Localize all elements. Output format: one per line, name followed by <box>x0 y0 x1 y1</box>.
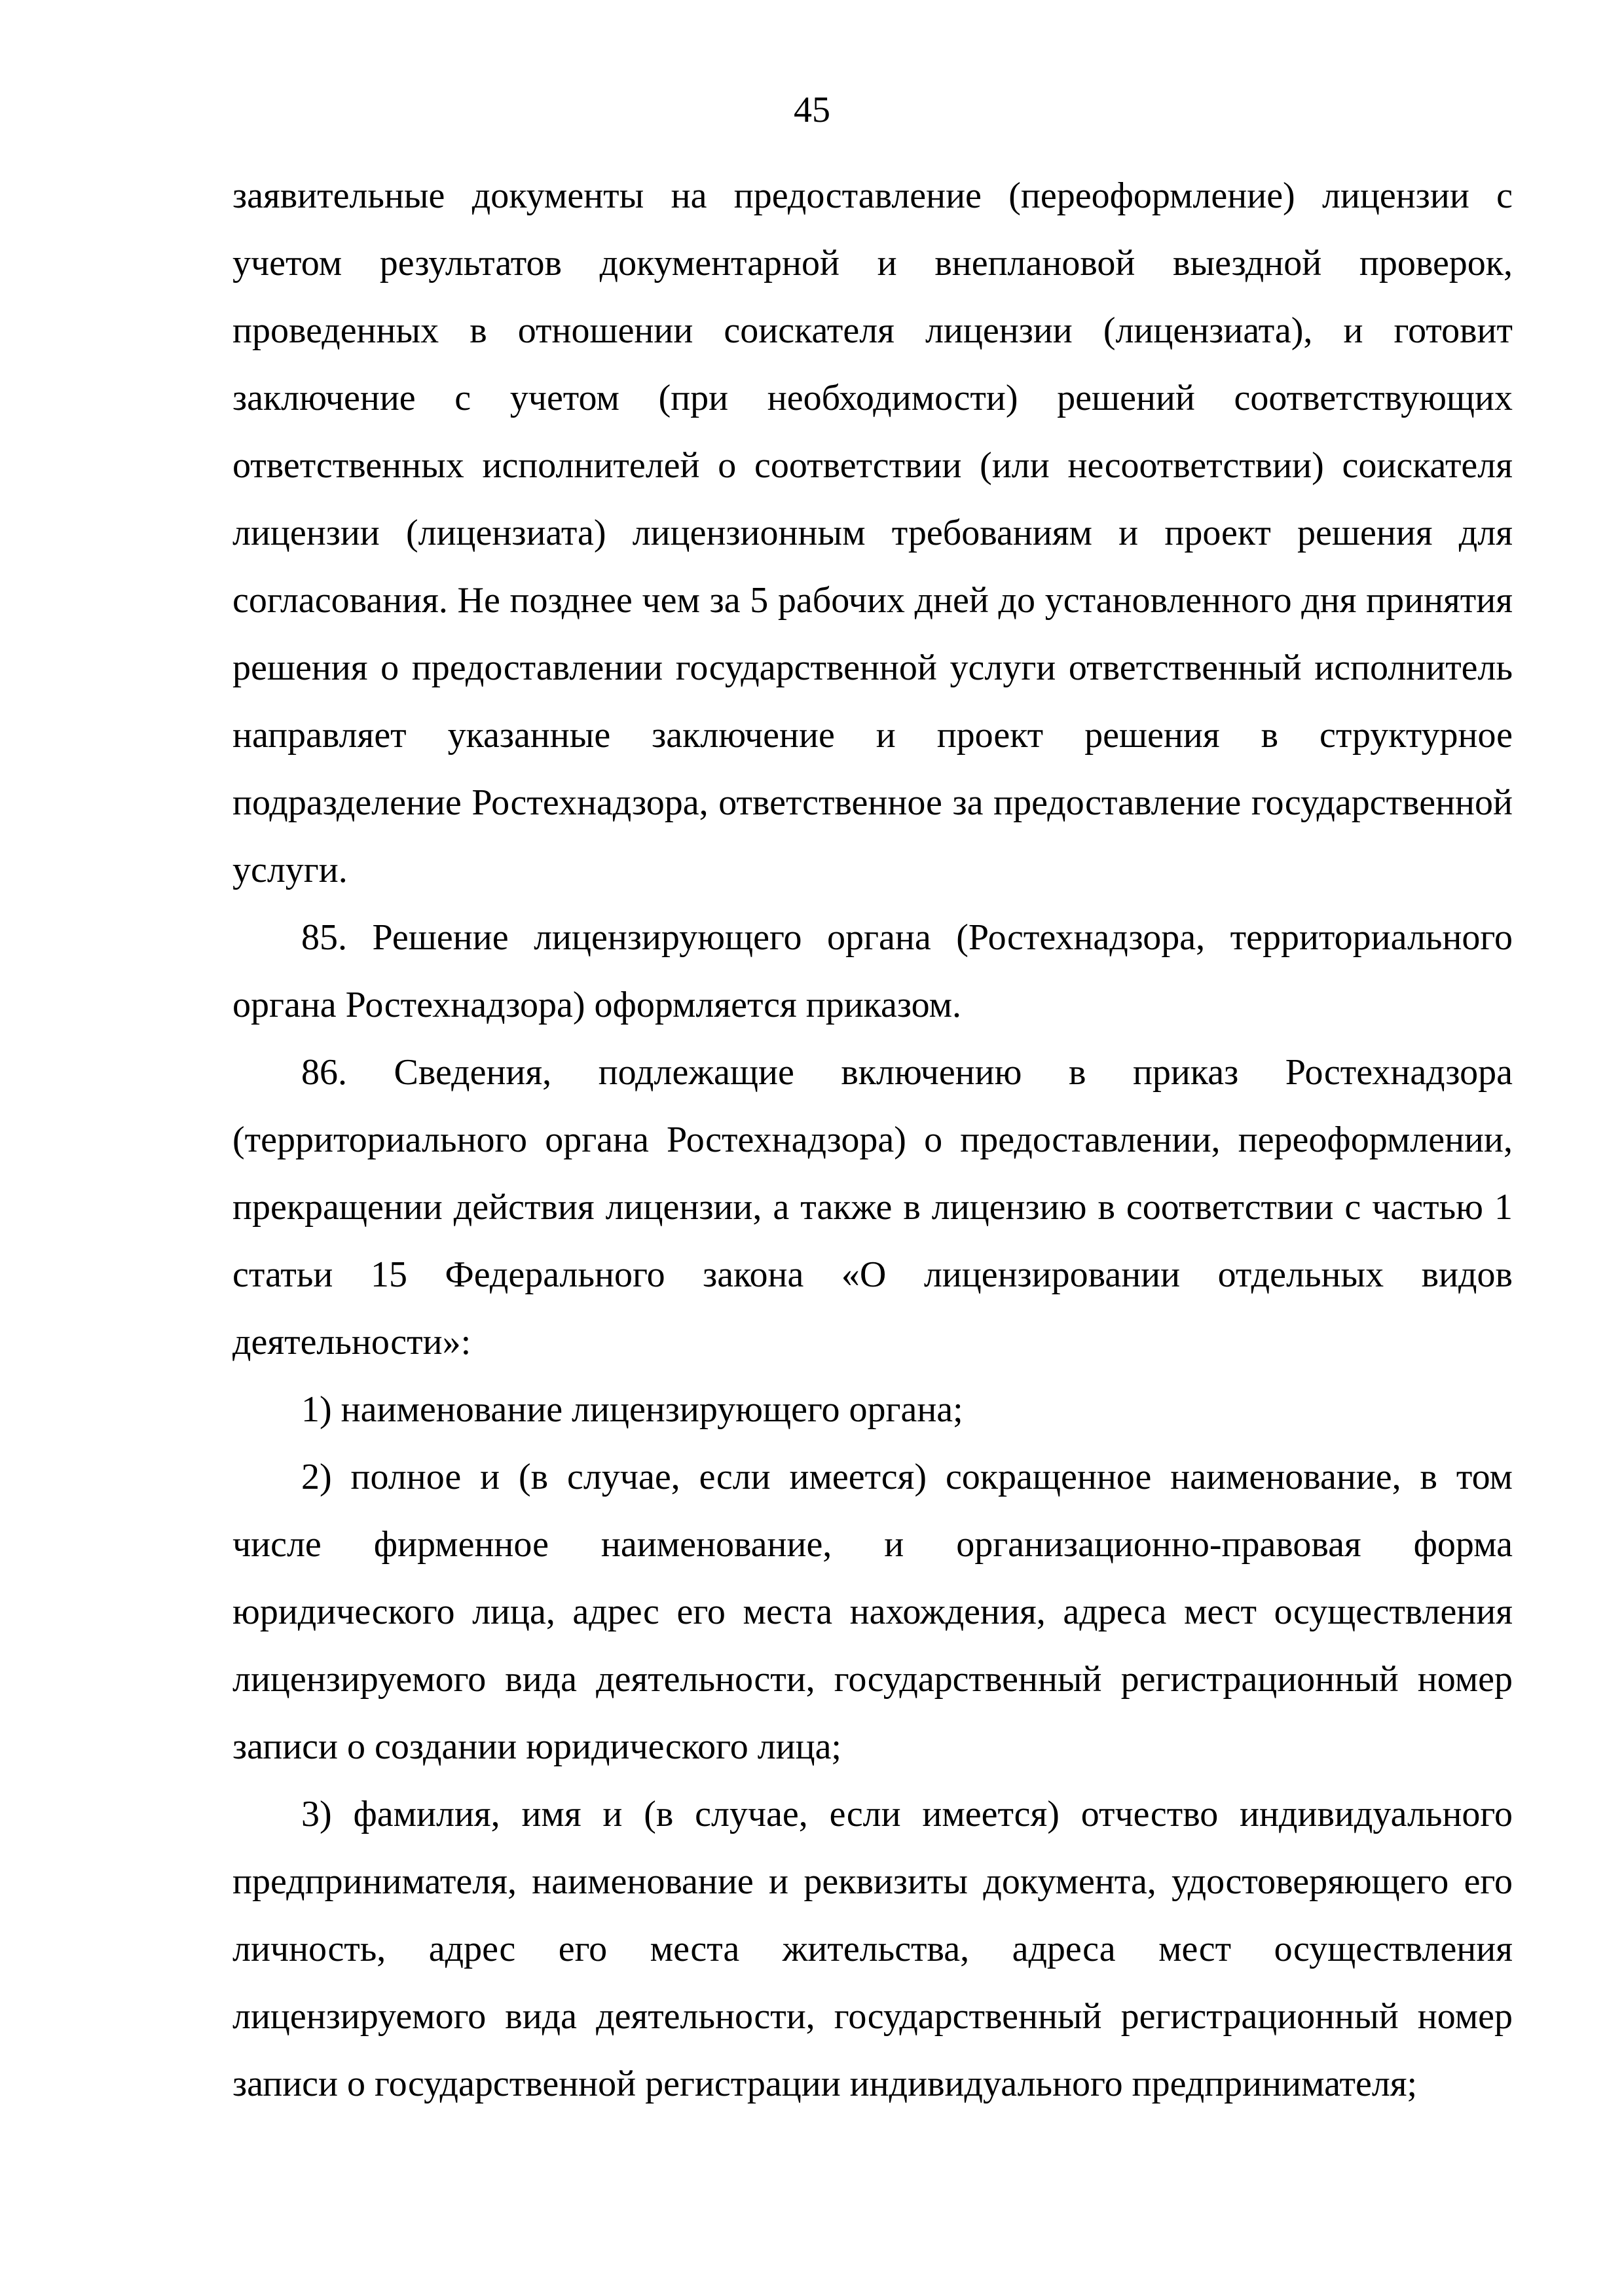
page-number: 45 <box>794 90 830 130</box>
paragraph-continuation: заявительные документы на предоставление (переоформление) лицензии с учетом результатов документарной и внеплановой выездной проверок, проведенных в отношении соискателя лицензии (лицензиата), и готовит заключение с учетом (при необходимости) решений соответствующих ответственных исполнителей о соответствии (или несоответствии) соискателя лицензии (лицензиата) лицензионным требованиям и проект решения для согласования. Не позднее чем за 5 рабочих дней до установленного дня принятия решения о предоставлении государственной услуги ответственный исполнитель направляет указанные заключение и проект решения в структурное подразделение Ростехнадзора, ответственное за предоставление государственной услуги. <box>232 175 1513 890</box>
paragraph-86: 86. Сведения, подлежащие включению в приказ Ростехнадзора (территориального органа Ростехнадзора) о предоставлении, переоформлении, прекращении действия лицензии, а также в лицензию в соответствии с частью 1 статьи 15 Федерального закона «О лицензировании отдельных видов деятельности»: <box>232 1052 1513 1362</box>
list-item-3: 3) фамилия, имя и (в случае, если имеется) отчество индивидуального предпринимателя, наименование и реквизиты документа, удостоверяющего его личность, адрес его места жительства, адреса мест осуществления лицензируемого вида деятельности, государственный регистрационный номер записи о государственной регистрации индивидуального предпринимателя; <box>232 1794 1513 2104</box>
list-item-1: 1) наименование лицензирующего органа; <box>301 1389 963 1430</box>
list-item-2: 2) полное и (в случае, если имеется) сокращенное наименование, в том числе фирменное наименование, и организационно-правовая форма юридического лица, адрес его места нахождения, адреса мест осуществления лицензируемого вида деятельности, государственный регистрационный номер записи о создании юридического лица; <box>232 1457 1513 1767</box>
document-body <box>232 162 1513 2118</box>
paragraph-85: 85. Решение лицензирующего органа (Ростехнадзора, территориального органа Ростехнадзора) оформляется приказом. <box>232 917 1513 1025</box>
